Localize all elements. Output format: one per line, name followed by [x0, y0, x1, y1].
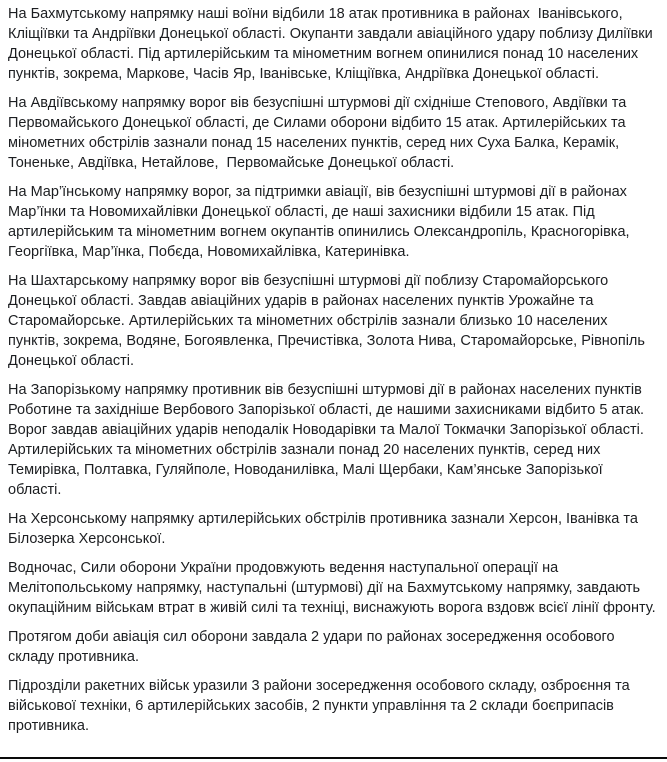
report-paragraph-offensive-operations: Водночас, Сили оборони України продовжують ведення наступальної операції на Мелітопольському напрямку, наступальні (штурмові) дії на Бахмутському напрямку, завдають окупаційним військам втрат в живій силі та техніці, виснажують ворога вздовж всієї лінії фронту. [8, 560, 656, 616]
report-paragraph-shakhtarsk: На Шахтарському напрямку ворог вів безуспішні штурмові дії поблизу Старомайорського Донецької області. Завдав авіаційних ударів в районах населених пунктів Урожайне та Старомайорське. Артилерійських та мінометних обстрілів зазнали близько 10 населених пунктів, зокрема, Водяне, Богоявленка, Пречистівка, Золота Нива, Старомайорське, Рівнопіль Донецької області. [8, 273, 649, 369]
report-paragraph-aviation-strikes: Протягом доби авіація сил оборони завдала 2 удари по районах зосередження особового складу противника. [8, 629, 619, 665]
report-paragraph-zaporizhzhia: На Запорізькому напрямку противник вів безуспішні штурмові дії в районах населених пунктів Роботине та західніше Вербового Запорізької області, де нашими захисниками відбито 5 атак. Ворог завдав авіаційних ударів неподалік Новодарівки та Малої Токмачки Запорізької області. Артилерійських та мінометних обстрілів зазнали понад 20 населених пунктів, серед них Темирівка, Полтавка, Гуляйполе, Новоданилівка, Малі Щербаки, Кам’янське Запорізької області. [8, 382, 649, 498]
report-paragraph-kherson: На Херсонському напрямку артилерійських обстрілів противника зазнали Херсон, Іванівка та Білозерка Херсонської. [8, 511, 642, 547]
report-paragraph-mariinka: На Мар’їнському напрямку ворог, за підтримки авіації, вів безуспішні штурмові дії в районах Мар’їнки та Новомихайлівки Донецької області, де наші захисники відбили 15 атак. Під артилерійським та мінометним вогнем окупантів опинились Олександропіль, Красногорівка, Георгіївка, Мар’їнка, Побєда, Новомихайлівка, Катеринівка. [8, 184, 634, 260]
bottom-divider [0, 757, 667, 759]
report-paragraph-bakhmut: На Бахмутському напрямку наші воїни відбили 18 атак противника в районах Іванівського, Кліщіївки та Андріївки Донецької області. Окупанти завдали авіаційного удару поблизу Диліївки Донецької області. Під артилерійським та мінометним вогнем опинилися понад 10 населених пунктів, зокрема, Маркове, Часів Яр, Іванівське, Кліщіївка, Андріївка Донецької області. [8, 6, 657, 82]
report-paragraph-missile-forces: Підрозділи ракетних військ уразили 3 райони зосередження особового складу, озброєння та військової техніки, 6 артилерійських засобів, 2 пункти управління та 2 склади боєприпасів противника. [8, 678, 634, 734]
report-paragraph-avdiivka: На Авдіївському напрямку ворог вів безуспішні штурмові дії східніше Степового, Авдіївки та Первомайського Донецької області, де Силами оборони відбито 15 атак. Артилерійських та мінометних обстрілів зазнали понад 15 населених пунктів, серед них Суха Балка, Керамік, Тоненьке, Авдіївка, Нетайлове, Первомайське Донецької області. [8, 95, 631, 171]
